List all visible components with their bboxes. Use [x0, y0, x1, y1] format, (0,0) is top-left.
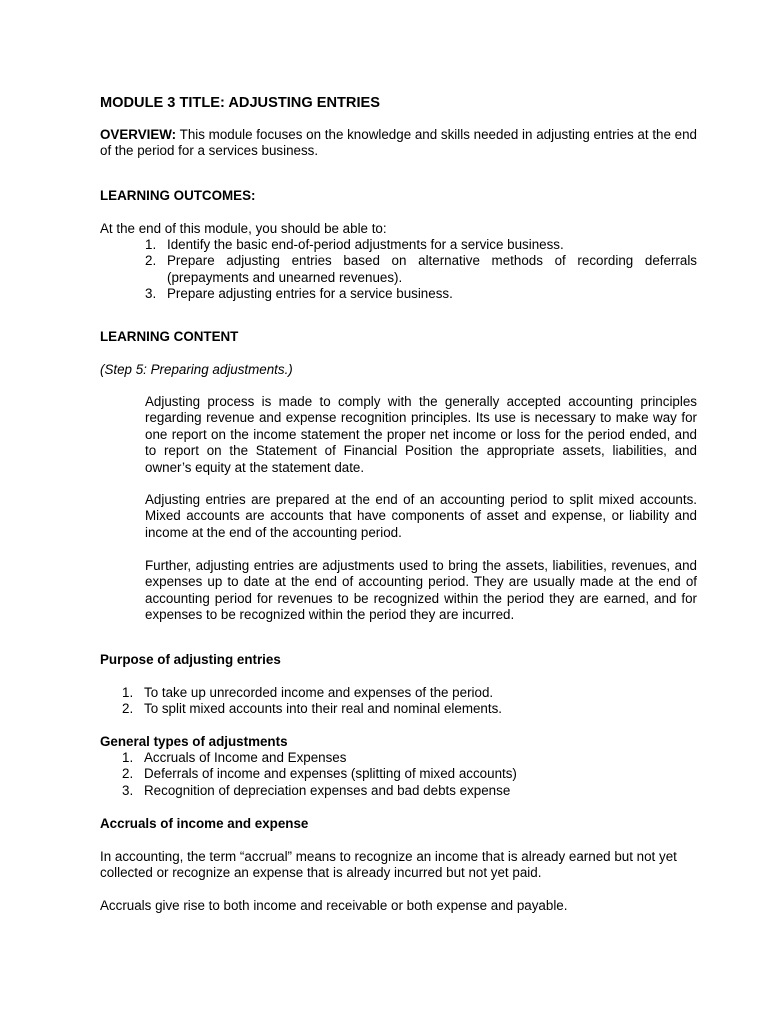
list-number: 3.: [145, 286, 157, 302]
list-number: 1.: [145, 237, 157, 252]
list-item: [145, 237, 697, 253]
content-paragraph-1: Adjusting process is made to comply with the generally accepted accounting principles regarding revenue and expense recognition principles. Its use is necessary to make way for one report on the income statement the proper net income or loss for the period ended, and to report on the Statement of Financial Position the appropriate assets, liabilities, and owner’s equity at the statement date.: [145, 394, 697, 475]
list-item: [122, 750, 697, 766]
purpose-heading: Purpose of adjusting entries: [100, 652, 281, 667]
overview-paragraph: [100, 127, 697, 160]
list-item: [122, 783, 697, 799]
general-types-list: [122, 750, 697, 799]
learning-outcomes-heading: LEARNING OUTCOMES:: [100, 188, 256, 203]
list-item: [122, 766, 697, 782]
content-paragraph-2: Adjusting entries are prepared at the end of an accounting period to split mixed accounts. Mixed accounts are accounts that have components of asset and expense, or liability and income at the end of the accounting period.: [145, 492, 697, 540]
list-number: 2.: [122, 701, 134, 717]
accruals-paragraph-1: In accounting, the term “accrual” means to recognize an income that is already earned but not yet collected or recognize an expense that is already incurred but not yet paid.: [100, 849, 677, 881]
list-text: Identify the basic end-of-period adjustments for a service business.: [167, 237, 564, 252]
list-number: 2.: [122, 766, 134, 782]
list-item: [145, 253, 697, 286]
list-text: To split mixed accounts into their real and nominal elements.: [144, 701, 503, 717]
list-item: [122, 701, 697, 717]
overview-text: This module focuses on the knowledge and skills needed in adjusting entries at the end of the period for a services business.: [100, 127, 697, 159]
learning-outcomes-intro: At the end of this module, you should be able to:: [100, 221, 387, 236]
learning-content-heading: LEARNING CONTENT: [100, 329, 239, 344]
list-number: 2.: [145, 253, 157, 269]
step-note: (Step 5: Preparing adjustments.): [100, 362, 293, 377]
list-text: Prepare adjusting entries based on alternative methods of recording deferrals (prepayments and unearned revenues).: [167, 253, 697, 285]
general-types-heading: General types of adjustments: [100, 734, 288, 749]
list-item: [122, 685, 697, 701]
list-text: To take up unrecorded income and expenses of the period.: [144, 685, 494, 700]
list-number: 3.: [122, 782, 134, 798]
purpose-list: [122, 685, 697, 718]
accruals-paragraph-2: Accruals give rise to both income and receivable or both expense and payable.: [100, 898, 568, 913]
list-text: Accruals of Income and Expenses: [144, 750, 347, 765]
list-item: [145, 286, 697, 302]
module-title: MODULE 3 TITLE: ADJUSTING ENTRIES: [100, 95, 380, 111]
list-text: Recognition of depreciation expenses and bad debts expense: [144, 782, 511, 798]
overview-label: OVERVIEW:: [100, 127, 177, 142]
content-paragraph-3: Further, adjusting entries are adjustments used to bring the assets, liabilities, revenues, and expenses up to date at the end of accounting period. They are usually made at the end of accounting period for revenues to be recognized within the period they are earned, and for expenses to be recognized within the period they are incurred.: [145, 558, 697, 623]
accruals-heading: Accruals of income and expense: [100, 816, 309, 831]
learning-outcomes-list: [145, 237, 697, 303]
list-text: Prepare adjusting entries for a service business.: [167, 286, 453, 302]
list-number: 1.: [122, 750, 134, 765]
list-text: Deferrals of income and expenses (splitting of mixed accounts): [144, 766, 517, 782]
list-number: 1.: [122, 685, 134, 700]
